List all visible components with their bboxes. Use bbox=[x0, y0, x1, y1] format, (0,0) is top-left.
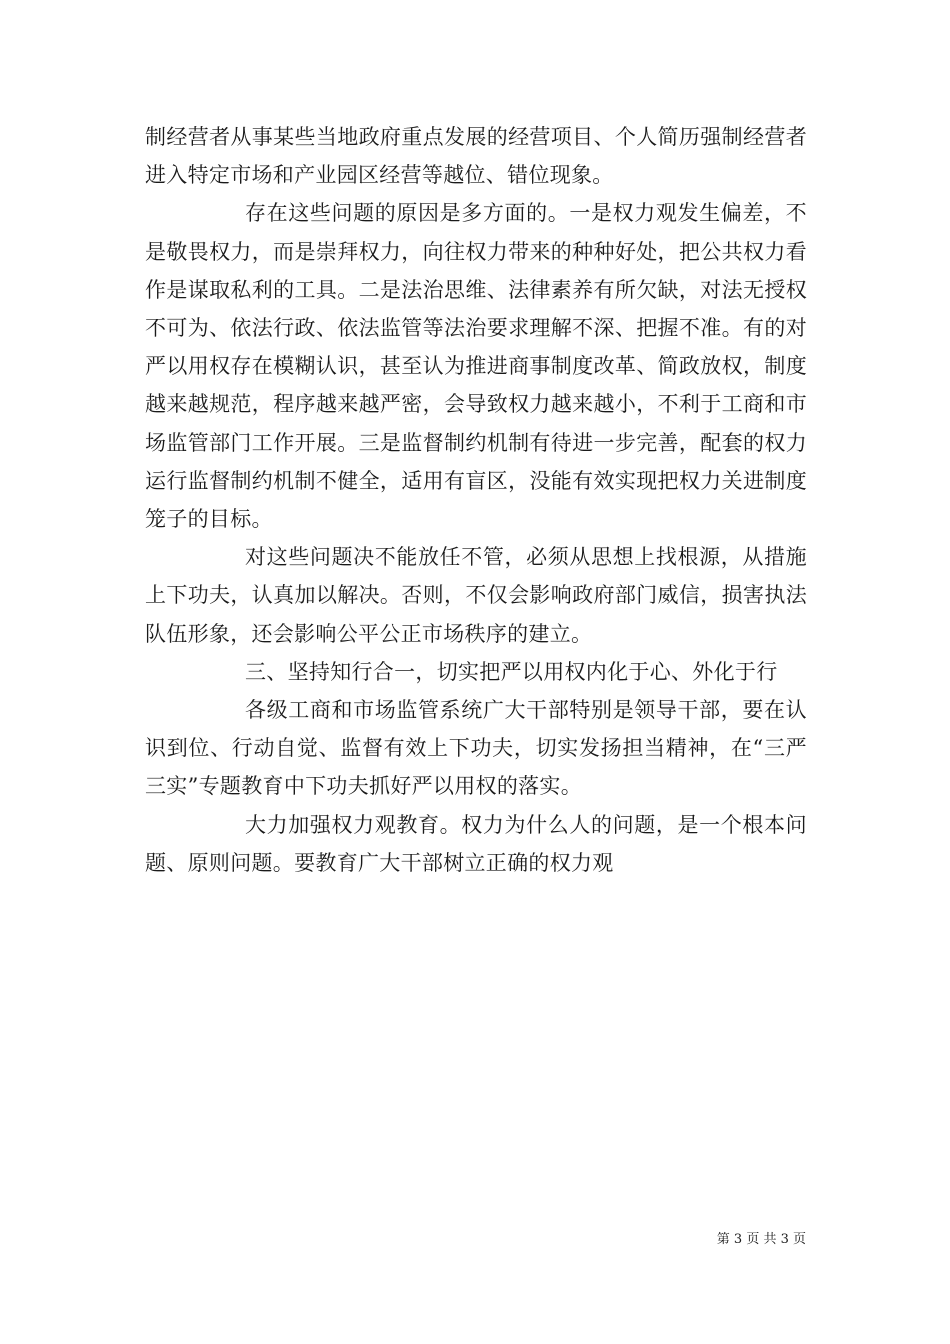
paragraph-education: 大力加强权力观教育。权力为什么人的问题，是一个根本问题、原则问题。要教育广大干部树立正确的权力观 bbox=[145, 812, 807, 875]
section-heading: 三、坚持知行合一，切实把严以用权内化于心、外化于行 bbox=[245, 659, 778, 684]
page-number-footer: 第 3 页 共 3 页 bbox=[716, 1232, 806, 1247]
paragraph-continuation: 制经营者从事某些当地政府重点发展的经营项目、个人简历强制经营者进入特定市场和产业园区经营等越位、错位现象。 bbox=[145, 125, 807, 188]
document-body bbox=[145, 118, 807, 882]
paragraph-cadres: 各级工商和市场监管系统广大干部特别是领导干部，要在认识到位、行动自觉、监督有效上下功夫，切实发扬担当精神，在“三严三实”专题教育中下功夫抓好严以用权的落实。 bbox=[145, 698, 807, 799]
paragraph-resolve: 对这些问题决不能放任不管，必须从思想上找根源，从措施上下功夫，认真加以解决。否则，不仅会影响政府部门威信，损害执法队伍形象，还会影响公平公正市场秩序的建立。 bbox=[145, 545, 807, 646]
paragraph-causes: 存在这些问题的原因是多方面的。一是权力观发生偏差，不是敬畏权力，而是崇拜权力，向往权力带来的种种好处，把公共权力看作是谋取私利的工具。二是法治思维、法律素养有所欠缺，对法无授权不可为、依法行政、依法监管等法治要求理解不深、把握不准。有的对严以用权存在模糊认识，甚至认为推进商事制度改革、简政放权，制度越来越规范，程序越来越严密，会导致权力越来越小，不利于工商和市场监管部门工作开展。三是监督制约机制有待进一步完善，配套的权力运行监督制约机制不健全，适用有盲区，没能有效实现把权力关进制度笼子的目标。 bbox=[145, 201, 807, 532]
